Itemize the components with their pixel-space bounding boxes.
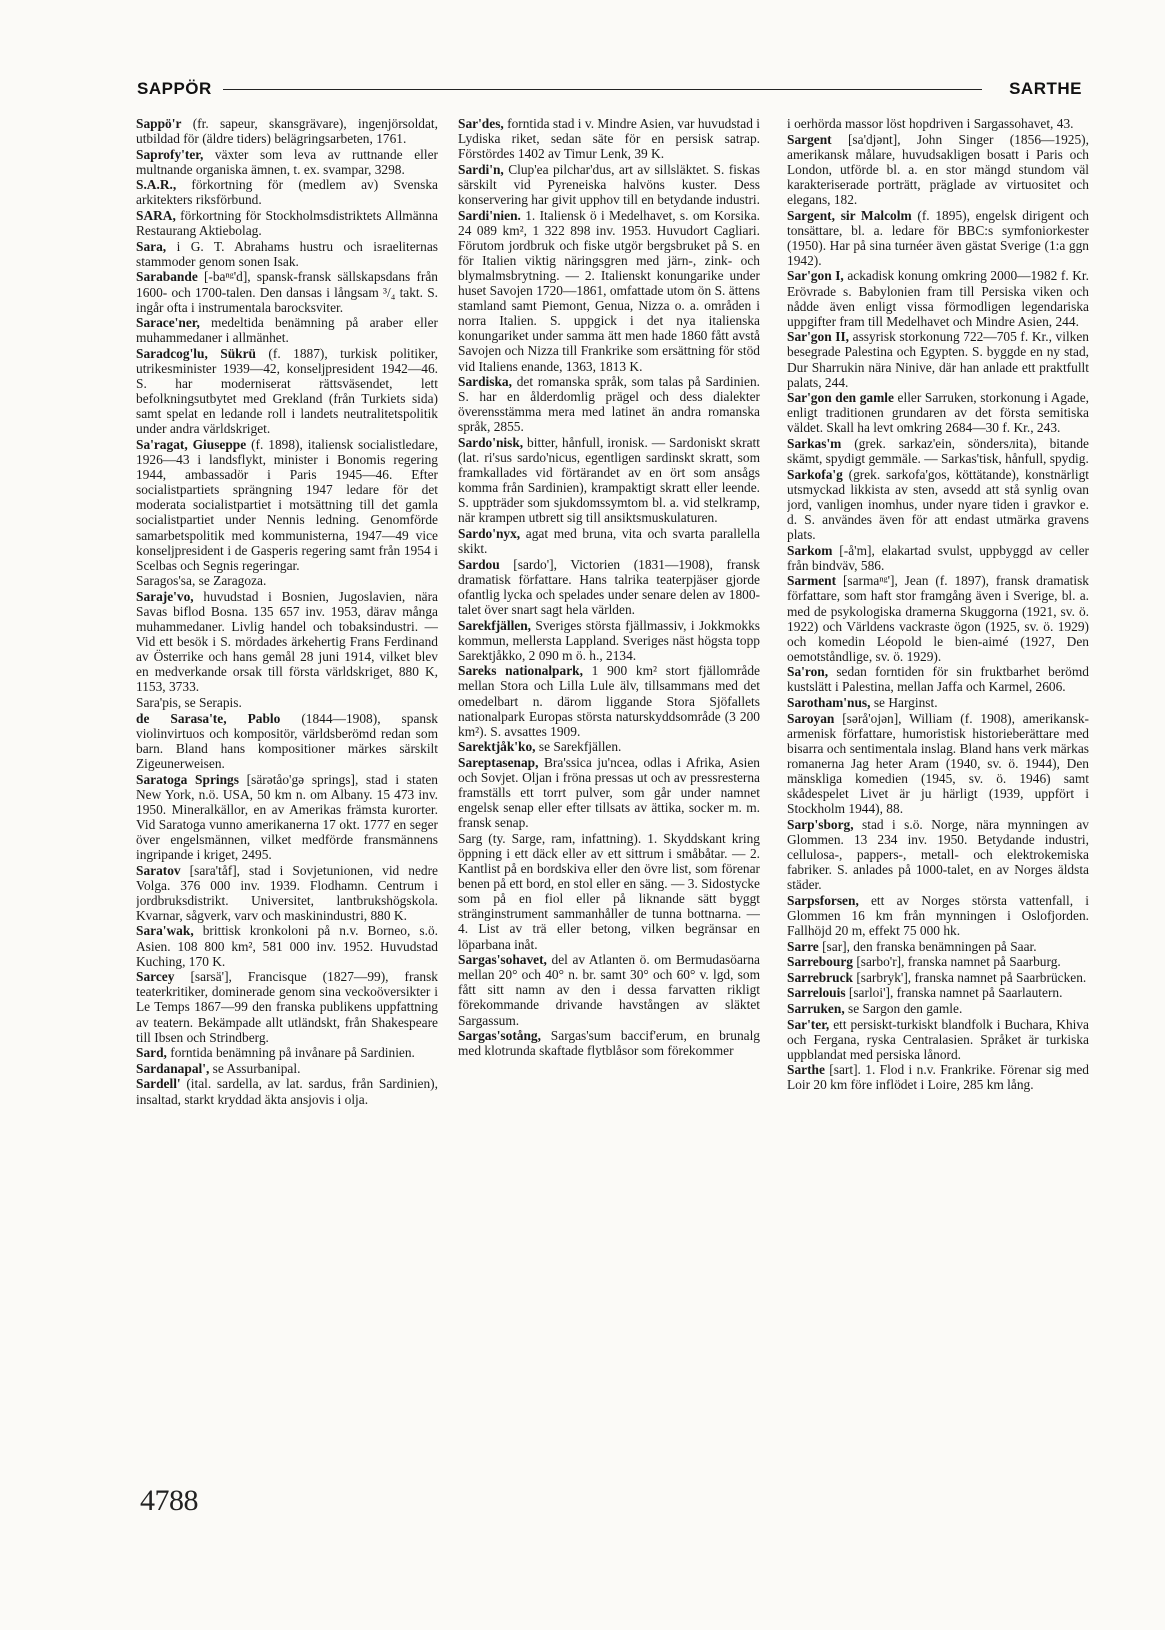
entry-text: [sarbryk'], franska namnet på Saarbrücken. xyxy=(852,969,1087,985)
entry-headword: Sardell' xyxy=(136,1076,181,1092)
entry-text: [särətåo'gə springs], stad i staten New York, n.ö. USA, 50 km n. om Albany. 15 473 inv. 1950. Mineralkällor, en av Amerikas främsta kurorter. Vid Saratoga vunno amerikanerna 17 okt. 1777 en seger över engelsmännen, vilket medförde fransmännens ingripande i kriget, 2495. xyxy=(136,771,438,862)
entry-headword: Sarrebourg xyxy=(787,954,853,970)
entry-text: (ital. sardella, av lat. sardus, från Sardinien), insaltad, starkt kryddad äkta ansjovis i olja. xyxy=(136,1076,438,1107)
entry-text: i oerhörda massor löst hopdriven i Sargassohavet, 43. xyxy=(787,116,1074,131)
entry-text: förkortning för Stockholmsdistriktets Allmänna Restaurang Aktiebolag. xyxy=(136,208,438,239)
entry-text: (fr. sapeur, skansgrävare), ingenjörsoldat, utbildad för (äldre tiders) belägringsarbeten, 1761. xyxy=(136,116,438,147)
entry-headword: Sard, xyxy=(136,1045,167,1061)
entry-headword: Saraje'vo, xyxy=(136,588,194,604)
entry-text: (f. 1898), italiensk socialistledare, 1926—43 i landsflykt, minister i Bonomis regering 1944, ambassadör i Paris 1945—46. Efter socialistpartiets sprängning 1947 ledare för det moderata socialistpartiet i motsättning till det gamla socialistpartiet under Nennis ledning. Genomförde samarbetspolitik med kommunisterna, 1947—49 vice konseljpresident i de Gasperis regering samt från 1954 i Scelbas och Segnis regeringar. xyxy=(136,436,438,573)
dictionary-entry xyxy=(787,695,1089,710)
dictionary-entry xyxy=(136,863,438,923)
dictionary-entry xyxy=(458,526,760,556)
entry-text: Clup'ea pilchar'dus, art av sillsläktet. S. fiskas särskilt vid Pyreneiska halvöns kuster. Dess konservering har givit upphov till en betydande industri. xyxy=(458,161,760,207)
entry-headword: de Sarasa'te, Pablo xyxy=(136,710,281,726)
dictionary-entry xyxy=(787,1001,1089,1016)
dictionary-entry xyxy=(136,437,438,573)
entry-headword: Sargas'sohavet, xyxy=(458,952,547,968)
dictionary-entry xyxy=(787,1062,1089,1092)
entry-text: (f. 1887), turkisk politiker, utrikesminister 1939—42, konseljpresident 1942—46. S. har moderniserat rättsväsendet, lett befolkningsutbytet med Grekland (från Turkiets sida) samt spelat en ledande roll i landets neutralitetspolitik under andra världskriget. xyxy=(136,345,438,437)
entry-headword: Sarekfjällen, xyxy=(458,617,532,633)
entry-text: Sargas'sum baccif'erum, en brunalg med klotrunda skaftade flytblåsor som förekommer xyxy=(458,1028,760,1059)
entry-headword: Sardo'nisk, xyxy=(458,434,524,450)
dictionary-entry xyxy=(458,162,760,207)
dictionary-entry xyxy=(787,817,1089,892)
dictionary-entry xyxy=(136,315,438,345)
dictionary-entry xyxy=(787,329,1089,389)
entry-text: Sara'pis, se Serapis. xyxy=(136,695,242,711)
entry-text: (1844—1908), spansk violinvirtuos och kompositör, världsberömd redan som barn. Bland hans kompositioner märkes särskilt Zigeunerweisen. xyxy=(136,710,438,771)
entry-headword: SARA, xyxy=(136,208,176,224)
entry-headword: Sarp'sborg, xyxy=(787,816,854,832)
running-header xyxy=(137,78,1082,100)
dictionary-entry xyxy=(458,739,760,754)
dictionary-entry xyxy=(136,346,438,437)
entry-headword: Sareks nationalpark, xyxy=(458,663,583,679)
entry-text: stad i s.ö. Norge, nära mynningen av Glommen. 13 234 inv. 1950. Betydande industri, cellulosa-, pappers-, metall- och elektrokemiska fabriker. S. anlades på 1000-talet, en av Norges äldsta städer. xyxy=(787,816,1089,893)
dictionary-entry xyxy=(787,939,1089,954)
entry-text: ett persiskt-turkiskt blandfolk i Buchara, Khiva och Fergana, ryska Centralasien. Språket är turkiska uppblandat med persiska lånord. xyxy=(787,1016,1089,1062)
dictionary-entry xyxy=(136,147,438,177)
dictionary-entry xyxy=(136,969,438,1044)
entry-headword: Sardiska, xyxy=(458,374,512,390)
entry-headword: Sargas'sotång, xyxy=(458,1028,541,1044)
entry-headword: Saratoga Springs xyxy=(136,771,239,787)
entry-text: Sveriges största fjällmassiv, i Jokkmokks kommun, mellersta Lappland. Sveriges näst högsta topp Sarektjåkko, 2 090 m ö. h., 2134. xyxy=(458,617,760,663)
text-column-3 xyxy=(787,116,1089,1446)
entry-headword: Sara'wak, xyxy=(136,923,194,939)
entry-text: 1. Italiensk ö i Medelhavet, s. om Korsika. 24 089 km², 1 322 898 inv. 1953. Huvudort Cagliari. Förutom jordbruk och fiske utgör bergsbruket på S. en för Italien viktig näringsgren med järn-, zink- och blymalmsbrytning. — 2. Italienskt konungarike under huset Savojen 1720—1861, omfattade utom ön S. ättens stamland samt Piemont, Genua, Nizza o. a. områden i norra Italien. S. uppgick i det nya italienska konungariket under samma ätt men hade 1860 fått avstå Savojen och Nizza till Frankrike som ersättning för stöd vid Italiens enande, 1363, 1813 K. xyxy=(458,207,760,374)
entry-text: huvudstad i Bosnien, Jugoslavien, nära Savas biflod Bosna. 135 657 inv. 1953, därav många muhammedaner. Livlig handel och tobaksindustri. — Vid ett besök i S. mördades ärkehertig Frans Ferdinand av Österrike och hans gemål 28 juni 1914, vilket blev en medverkande orsak till första världskriget, 880 K, 1153, 3733. xyxy=(136,588,438,695)
entry-headword: Sar'gon den gamle xyxy=(787,390,894,406)
dictionary-entry xyxy=(136,177,438,207)
entry-headword: Sara, xyxy=(136,238,167,254)
entry-text: [sarbo'r], franska namnet på Saarburg. xyxy=(852,954,1061,970)
dictionary-entry xyxy=(787,893,1089,938)
entry-text: [sardo'], Victorien (1831—1908), fransk dramatisk författare. Hans talrika teaterpjäser gjorde ofantlig lycka och spelades under senare delen av 1800-talet över snart sagt hela världen. xyxy=(458,556,760,617)
entry-headword: Sarotham'nus, xyxy=(787,695,871,711)
entry-headword: Sappö'r xyxy=(136,116,182,131)
entry-text: förkortning för (medlem av) Svenska arkitekters riksförbund. xyxy=(136,177,438,208)
header-first-entry: SAPPÖR xyxy=(137,79,212,98)
dictionary-entry xyxy=(136,1061,438,1076)
entry-headword: Sarrebruck xyxy=(787,969,853,985)
dictionary-entry xyxy=(787,208,1089,268)
dictionary-entry xyxy=(787,116,1089,131)
dictionary-entry xyxy=(787,664,1089,694)
dictionary-entry xyxy=(458,557,760,617)
dictionary-entry xyxy=(787,985,1089,1000)
header-rule xyxy=(223,89,982,90)
entry-headword: Sarthe xyxy=(787,1062,825,1078)
entry-text: forntida stad i v. Mindre Asien, var huvudstad i Lydiska riket, sedan säte för en persisk satrap. Förstördes 1402 av Timur Lenk, 39 K. xyxy=(458,116,760,162)
dictionary-entry xyxy=(787,573,1089,664)
dictionary-entry xyxy=(787,132,1089,207)
entry-headword: Sarrelouis xyxy=(787,985,846,1001)
entry-text: 1 900 km² stort fjällområde mellan Stora och Lilla Lule älv, tillsammans med det omedelbart n. därom liggande Stora Sjöfallets nationalpark Europas största naturskyddsområde (3 200 km²). S. avsattes 1909. xyxy=(458,663,760,739)
entry-headword: Sarace'ner, xyxy=(136,315,200,331)
entry-text: Bra'ssica ju'ncea, odlas i Afrika, Asien och Sovjet. Oljan i fröna pressas ut och av pressresterna framställs ett torrt pulver, som går under namnet engelsk senap eller efter tillsats av ättika, socker m. m. fransk senap. xyxy=(458,754,760,831)
entry-text: brittisk kronkoloni på n.v. Borneo, s.ö. Asien. 108 800 km², 581 000 inv. 1952. Huvudstad Kuching, 170 K. xyxy=(136,923,438,969)
entry-headword: Sarkas'm xyxy=(787,435,842,451)
entry-headword: Sar'des, xyxy=(458,116,504,131)
entry-text: se Harginst. xyxy=(870,695,938,711)
entry-text: [-baⁿᵍ'd], spansk-fransk sällskapsdans från 1600- och 1700-talen. Den dansas i långsam ³/₄ takt. S. ingår ofta i instrumentala barocksviter. xyxy=(136,269,438,315)
entry-headword: Sar'gon I, xyxy=(787,268,844,284)
entry-text: [sara'tåf], stad i Sovjetunionen, vid nedre Volga. 376 000 inv. 1939. Flodhamn. Centrum i jordbruksdistrikt. Universitet, lantbrukshögskola. Kvarnar, sågverk, varv och maskinindustri, 880 K. xyxy=(136,862,438,923)
entry-text: [sərå'ojən], William (f. 1908), amerikansk-armenisk författare, humoristisk historieberättare med bisarra och sentimentala inslag. Bland hans verk märkas romanerna Jag heter Aram (1940, sv. ö. 1944), Den mänskliga komedien (1945, sv. ö. 1946) samt skådespelet Livet är ju härligt (1939, uppfört i Stockholm 1944), 88. xyxy=(787,710,1089,817)
entry-text: ackadisk konung omkring 2000—1982 f. Kr. Erövrade s. Babylonien fram till Persiska viken och nådde även enligt vissa förmodligen legendariska uppgifter fram till Medelhavet och Mindre Asien, 244. xyxy=(787,268,1089,329)
entry-text: [sart]. 1. Flod i n.v. Frankrike. Förenar sig med Loir 20 km före inflödet i Loire, 285 km lång. xyxy=(787,1062,1089,1093)
entry-headword: Sarkom xyxy=(787,542,833,558)
entry-headword: Sarabande xyxy=(136,269,198,285)
text-column-1 xyxy=(136,116,438,1446)
entry-headword: Sardou xyxy=(458,556,500,572)
header-last-entry: SARTHE xyxy=(1009,79,1082,98)
entry-text: agat med bruna, vita och svarta parallella skikt. xyxy=(458,526,760,557)
dictionary-entry xyxy=(458,755,760,830)
entry-headword: Saradcog'lu, Sükrü xyxy=(136,345,256,361)
entry-headword: Sargent xyxy=(787,131,832,147)
entry-headword: Sardanapal', xyxy=(136,1060,210,1076)
entry-headword: Sa'ragat, Giuseppe xyxy=(136,436,247,452)
dictionary-entry xyxy=(458,663,760,738)
dictionary-entry xyxy=(136,116,438,146)
entry-text: ett av Norges största vattenfall, i Glommen 16 km från mynningen i Oslofjorden. Fallhöjd 20 m, effekt 75 000 hk. xyxy=(787,892,1089,938)
dictionary-entry xyxy=(458,374,760,434)
dictionary-entry xyxy=(458,952,760,1027)
entry-headword: Sar'ter, xyxy=(787,1016,830,1032)
entry-text: [sarloi'], franska namnet på Saarlautern. xyxy=(845,985,1063,1001)
entry-headword: Sarre xyxy=(787,938,819,954)
dictionary-entry xyxy=(458,116,760,161)
entry-text: i G. T. Abrahams hustru och israeliternas stammoder genom sonen Isak. xyxy=(136,238,438,269)
entry-headword: Sareptasenap, xyxy=(458,754,539,770)
entry-text: se Sarekfjällen. xyxy=(535,739,622,755)
entry-text: Saragos'sa, se Zaragoza. xyxy=(136,573,267,589)
entry-headword: Sardo'nyx, xyxy=(458,526,521,542)
entry-headword: Sa'ron, xyxy=(787,664,829,680)
dictionary-entry xyxy=(787,467,1089,542)
entry-text: [-å'm], elakartad svulst, uppbyggd av celler från bindväv, 586. xyxy=(787,542,1089,573)
entry-text: forntida benämning på invånare på Sardinien. xyxy=(166,1045,415,1061)
dictionary-entry xyxy=(458,1028,760,1058)
dictionary-entry xyxy=(458,208,760,374)
dictionary-entry xyxy=(136,269,438,314)
dictionary-entry xyxy=(136,711,438,771)
entry-text: (f. 1895), engelsk dirigent och tonsättare, bl. a. ledare för BBC:s symfoniorkester (1950). Har på sina turnéer även gästat Sverige (1:a ggn 1942). xyxy=(787,207,1089,268)
text-column-2 xyxy=(458,116,760,1446)
entry-headword: Saratov xyxy=(136,862,181,878)
entry-text: sedan forntiden för sin fruktbarhet berömd kustslätt i Palestina, mellan Jaffa och Karmel, 2606. xyxy=(787,664,1089,695)
dictionary-entry xyxy=(136,772,438,863)
entry-text: se Assurbanipal. xyxy=(209,1060,301,1076)
entry-text: assyrisk storkonung 722—705 f. Kr., vilken besegrade Palestina och Egypten. S. byggde en ny stad, Dur Sharrukin nära Ninive, där han anlade ett praktfullt palats, 244. xyxy=(787,329,1089,390)
dictionary-entry xyxy=(787,390,1089,435)
entry-headword: Sardi'nien. xyxy=(458,207,521,223)
dictionary-entry xyxy=(787,1017,1089,1062)
dictionary-entry xyxy=(787,970,1089,985)
dictionary-entry xyxy=(136,239,438,269)
dictionary-entry xyxy=(136,573,438,588)
entry-headword: Sardi'n, xyxy=(458,161,504,177)
entry-text: växter som leva av ruttnande eller multnande organiska ämnen, t. ex. svampar, 3298. xyxy=(136,146,438,177)
entry-headword: Sarcey xyxy=(136,969,175,985)
entry-text: (grek. sarkofa'gos, köttätande), konstnärligt utsmyckad likkista av sten, avsedd att stå synlig ovan jord, vanligen inomhus, under nyare tiden i gravkor e. d. S. användes även för att endast utmärka gravens plats. xyxy=(787,466,1089,543)
entry-headword: Sarpsforsen, xyxy=(787,892,859,908)
dictionary-entry xyxy=(136,1076,438,1106)
entry-text: [sarmaⁿᵍ'], Jean (f. 1897), fransk dramatisk författare, som haft stor framgång även i Sverige, bl. a. med de psykologiska dramerna Skuggorna (1921, sv. ö. 1922) och Världens vackraste ögon (1925, sv. ö. 1929) och komedin Léopold le bien-aimé (1927, Den oemotståndlige, sv. ö. 1929). xyxy=(787,573,1089,664)
entry-headword: Saroyan xyxy=(787,710,835,726)
entry-headword: Sarektjåk'ko, xyxy=(458,739,536,755)
entry-headword: Sar'gon II, xyxy=(787,329,850,345)
entry-text: se Sargon den gamle. xyxy=(844,1000,963,1016)
entry-text: del av Atlanten ö. om Bermudasöarna mellan 20° och 40° n. br. samt 30° och 60° v. lgd, som fått sitt namn av den i dessa farvatten rikligt förekommande drivande havstången av släktet Sargassum. xyxy=(458,952,760,1028)
entry-text: eller Sarruken, storkonung i Agade, enligt traditionen grundaren av det första semitiska väldet. Skall ha levt omkring 2684—30 f. Kr., 243. xyxy=(787,390,1089,436)
dictionary-entry xyxy=(458,618,760,663)
dictionary-entry xyxy=(787,711,1089,817)
dictionary-entry xyxy=(787,543,1089,573)
entry-text: medeltida benämning på araber eller muhammedaner i allmänhet. xyxy=(136,315,438,346)
dictionary-entry xyxy=(136,695,438,710)
entry-headword: Sargent, sir Malcolm xyxy=(787,207,912,223)
dictionary-entry xyxy=(136,923,438,968)
entry-text: Sarg (ty. Sarge, ram, infattning). 1. Skyddskant kring öppning i ett däck eller av ett sittrum i småbåtar. — 2. Kantlist på en bordskiva eller den övre list, som förenar benen på ett bord, en stol eller en säng. — 3. Sidostycke som på en fiol eller på liknande sätt byggt stränginstrument sammanhåller de tunna bottnarna. — 4. List av trä eller betong, vilken begränsar en löparbana inåt. xyxy=(458,830,760,952)
dictionary-entry xyxy=(136,208,438,238)
entry-headword: Sarment xyxy=(787,573,837,589)
entry-text: [sar], den franska benämningen på Saar. xyxy=(818,938,1037,954)
dictionary-entry xyxy=(136,589,438,695)
dictionary-entry xyxy=(458,435,760,526)
dictionary-entry xyxy=(458,831,760,952)
entry-text: [sa'djənt], John Singer (1856—1925), amerikansk målare, huvudsakligen bosatt i Paris och London, utförde bl. a. en stor mängd stundom väl karakteriserade porträtt, präglade av virtuositet och elegans, 182. xyxy=(787,131,1089,207)
dictionary-entry xyxy=(787,436,1089,466)
dictionary-entry xyxy=(787,268,1089,328)
entry-text: bitter, hånfull, ironisk. — Sardoniskt skratt (lat. ri'sus sardo'nicus, egentligen sardinskt skratt, som framkallades vid förtärandet av en ört som ansågs komma från Sardinien), krampaktigt skratt eller leende. S. uppträder som sjukdomssymtom bl. a. vid stelkramp, när krampen utbrett sig till ansiktsmuskulaturen. xyxy=(458,434,760,526)
entry-headword: Saprofy'ter, xyxy=(136,146,204,162)
entry-text: [sarsä'], Francisque (1827—99), fransk teaterkritiker, dominerade genom sina veckoöversikter i Le Temps 1867—99 den franska publikens uppfattning av teatern. Bekämpade allt utländskt, från Shakespeare till Ibsen och Strindberg. xyxy=(136,969,438,1045)
dictionary-entry xyxy=(136,1045,438,1060)
dictionary-entry xyxy=(787,954,1089,969)
entry-text: (grek. sarkaz'ein, söndersлita), bitande skämt, spydigt gemmäle. — Sarkas'tisk, hånfull, spydig. xyxy=(787,435,1089,467)
entry-text: det romanska språk, som talas på Sardinien. S. har en ålderdomlig prägel och dess dialekter överensstämma mera med latinet än andra romanska språk, 2855. xyxy=(458,374,760,435)
entry-headword: Sarruken, xyxy=(787,1000,845,1016)
entry-headword: Sarkofa'g xyxy=(787,466,843,482)
page-number: 4788 xyxy=(140,1484,198,1517)
entry-headword: S.A.R., xyxy=(136,177,177,193)
